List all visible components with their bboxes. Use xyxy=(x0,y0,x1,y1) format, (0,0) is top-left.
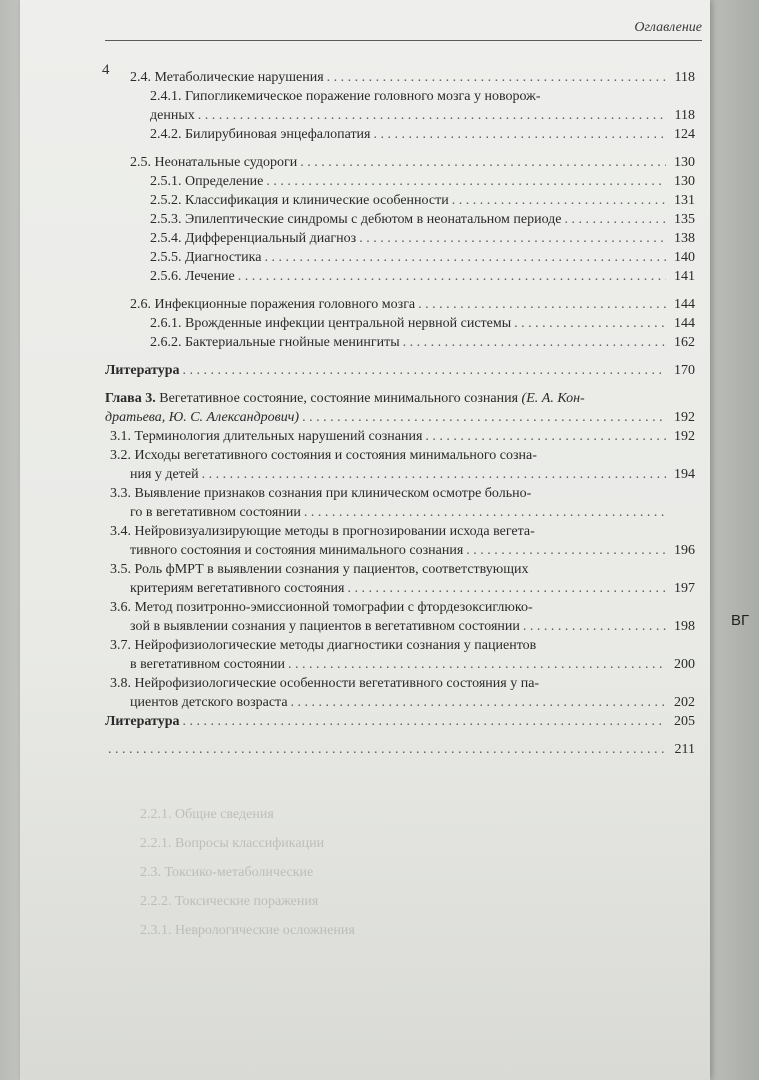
toc-entry-page: 211 xyxy=(674,742,695,757)
page-number: 4 xyxy=(102,62,110,78)
toc-entry-title: тивного состояния и состояния минимального сознания xyxy=(130,543,464,558)
toc-entry-page: 162 xyxy=(674,335,695,350)
toc-entry xyxy=(105,579,695,598)
toc-entry-title: 2.4.1. Гипогликемическое поражение головного мозга у новорож- xyxy=(150,89,541,104)
toc-entry-title: ния у детей xyxy=(130,467,199,482)
toc-leader-dots xyxy=(418,295,666,314)
toc-leader-dots xyxy=(264,248,666,267)
chapter-heading xyxy=(105,389,695,408)
toc-gap xyxy=(105,380,695,389)
toc-leader-dots xyxy=(202,465,666,484)
toc-leader-dots xyxy=(266,172,666,191)
toc-leader-dots xyxy=(288,655,666,674)
toc-leader-dots xyxy=(183,361,667,380)
toc-entry-page: 118 xyxy=(674,108,695,123)
toc-leader-dots xyxy=(359,229,666,248)
toc-leader-dots xyxy=(514,314,666,333)
toc-entry xyxy=(105,248,695,267)
toc-entry-title: 2.4. Метаболические нарушения xyxy=(130,70,324,85)
toc-entry xyxy=(105,172,695,191)
header-rule xyxy=(105,40,702,41)
toc-leader-dots xyxy=(425,427,666,446)
toc-entry-title: Литература xyxy=(105,714,180,729)
faded-underlay-line: 2.2.1. Общие сведения xyxy=(140,807,274,822)
chapter-authors: (Е. А. Кон- xyxy=(521,391,585,406)
toc-entry xyxy=(105,655,695,674)
toc-entry-title: 3.4. Нейровизуализирующие методы в прогнозировании исхода вегета- xyxy=(110,524,535,539)
toc-entry xyxy=(105,229,695,248)
toc-entry-page: 141 xyxy=(674,269,695,284)
toc-entry-page: 130 xyxy=(674,155,695,170)
toc-entry xyxy=(105,191,695,210)
running-header: Оглавление xyxy=(634,20,702,35)
toc-leader-dots xyxy=(466,541,666,560)
toc-entry-page: 138 xyxy=(674,231,695,246)
chapter-authors: дратьева, Ю. С. Александрович) xyxy=(105,410,300,425)
faded-underlay xyxy=(140,800,700,1070)
toc-entry xyxy=(105,210,695,229)
toc-entry-title: 3.5. Роль фМРТ в выявлении сознания у пациентов, соответствующих xyxy=(110,562,529,577)
toc-leader-dots xyxy=(300,153,666,172)
toc-entry-title: 2.5.1. Определение xyxy=(150,174,264,189)
toc-leader-dots xyxy=(291,693,666,712)
toc-leader-dots xyxy=(327,68,666,87)
toc-leader-dots xyxy=(304,503,666,522)
faded-underlay-line: 2.2.1. Вопросы классификации xyxy=(140,836,325,851)
toc-entry xyxy=(105,295,695,314)
toc-entry-title: циентов детского возраста xyxy=(130,695,288,710)
toc-entry-page: 192 xyxy=(674,410,695,425)
toc-entry-title: денных xyxy=(150,108,195,123)
toc-entry-page: 144 xyxy=(674,297,695,312)
table-of-contents xyxy=(105,68,695,759)
toc-gap xyxy=(105,352,695,361)
toc-leader-dots xyxy=(302,408,666,427)
toc-entry-title: 3.7. Нейрофизиологические методы диагностики сознания у пациентов xyxy=(110,638,537,653)
toc-entry-page: 205 xyxy=(674,714,695,729)
toc-entry-page: 170 xyxy=(674,363,695,378)
toc-entry xyxy=(105,541,695,560)
toc-entry xyxy=(105,427,695,446)
adjacent-page-fragment: ВГ xyxy=(731,612,750,629)
chapter-title: Вегетативное состояние, состояние минимального сознания xyxy=(155,391,522,406)
toc-entry xyxy=(105,503,695,522)
toc-entry-title: 2.6.2. Бактериальные гнойные менингиты xyxy=(150,335,400,350)
toc-leader-dots xyxy=(403,333,666,352)
toc-entry xyxy=(105,361,695,380)
toc-entry-title: 3.8. Нейрофизиологические особенности вегетативного состояния у па- xyxy=(110,676,540,691)
toc-leader-dots xyxy=(238,267,666,286)
toc-entry-page: 130 xyxy=(674,174,695,189)
toc-entry-title: 3.6. Метод позитронно-эмиссионной томографии с фтордезоксиглюко- xyxy=(110,600,533,615)
toc-leader-dots xyxy=(374,125,667,144)
toc-entry-title: 2.5.4. Дифференциальный диагноз xyxy=(150,231,357,246)
faded-underlay-line: 2.3. Токсико-метаболические xyxy=(140,865,314,880)
toc-entry-page: 140 xyxy=(674,250,695,265)
toc-entry-title: 3.1. Терминология длительных нарушений сознания xyxy=(110,429,423,444)
toc-entry-title: 3.2. Исходы вегетативного состояния и состояния минимального созна- xyxy=(110,448,537,463)
toc-entry-title: 2.5. Неонатальные судороги xyxy=(130,155,298,170)
toc-entry-title: 2.5.6. Лечение xyxy=(150,269,235,284)
toc-entry xyxy=(105,125,695,144)
faded-underlay-line: 2.2.2. Токсические поражения xyxy=(140,894,319,909)
faded-underlay-line: 2.3.1. Неврологические осложнения xyxy=(140,923,355,938)
book-page xyxy=(20,0,710,1080)
toc-entry-title: го в вегетативном состоянии xyxy=(130,505,301,520)
toc-entry-title: критериям вегетативного состояния xyxy=(130,581,345,596)
toc-entry xyxy=(105,693,695,712)
toc-entry-title: 3.3. Выявление признаков сознания при клиническом осмотре больно- xyxy=(110,486,532,501)
toc-leader-dots xyxy=(523,617,666,636)
toc-entry-title: 2.6. Инфекционные поражения головного мозга xyxy=(130,297,416,312)
toc-entry xyxy=(105,408,695,427)
toc-entry-page: 200 xyxy=(674,657,695,672)
toc-entry-page: 144 xyxy=(674,316,695,331)
toc-entry-page: 197 xyxy=(674,581,695,596)
toc-entry-page: 194 xyxy=(674,467,695,482)
toc-entry xyxy=(105,153,695,172)
toc-leader-dots xyxy=(347,579,666,598)
toc-entry-title: 2.4.2. Билирубиновая энцефалопатия xyxy=(150,127,371,142)
toc-leader-dots xyxy=(108,740,666,759)
toc-entry-title: Литература xyxy=(105,363,180,378)
toc-leader-dots xyxy=(198,106,666,125)
chapter-label: Глава 3. xyxy=(105,391,156,406)
toc-entry-page: 118 xyxy=(674,70,695,85)
toc-entry-title: в вегетативном состоянии xyxy=(130,657,285,672)
toc-gap xyxy=(105,144,695,153)
toc-leader-dots xyxy=(565,210,666,229)
toc-entry xyxy=(105,106,695,125)
toc-entry-title: 2.5.2. Классификация и клинические особенности xyxy=(150,193,449,208)
toc-entry-page: 196 xyxy=(674,543,695,558)
toc-entry-page: 135 xyxy=(674,212,695,227)
toc-entry-page: 192 xyxy=(674,429,695,444)
toc-entry xyxy=(105,267,695,286)
toc-leader-dots xyxy=(183,712,667,731)
toc-entry-title: зой в выявлении сознания у пациентов в вегетативном состоянии xyxy=(130,619,520,634)
toc-entry xyxy=(105,712,695,731)
toc-entry xyxy=(105,333,695,352)
toc-entry xyxy=(105,740,695,759)
toc-entry-page: 198 xyxy=(674,619,695,634)
toc-entry-title: 2.5.5. Диагностика xyxy=(150,250,262,265)
toc-entry xyxy=(105,465,695,484)
toc-entry-page: 124 xyxy=(674,127,695,142)
toc-entry xyxy=(105,617,695,636)
toc-gap xyxy=(105,731,695,740)
toc-leader-dots xyxy=(452,191,666,210)
toc-entry xyxy=(105,68,695,87)
toc-entry-page: 202 xyxy=(674,695,695,710)
toc-entry-title: 2.6.1. Врожденные инфекции центральной нервной системы xyxy=(150,316,512,331)
toc-entry xyxy=(105,314,695,333)
toc-gap xyxy=(105,286,695,295)
toc-entry-page: 131 xyxy=(674,193,695,208)
toc-entry-title: 2.5.3. Эпилептические синдромы с дебютом в неонатальном периоде xyxy=(150,212,562,227)
